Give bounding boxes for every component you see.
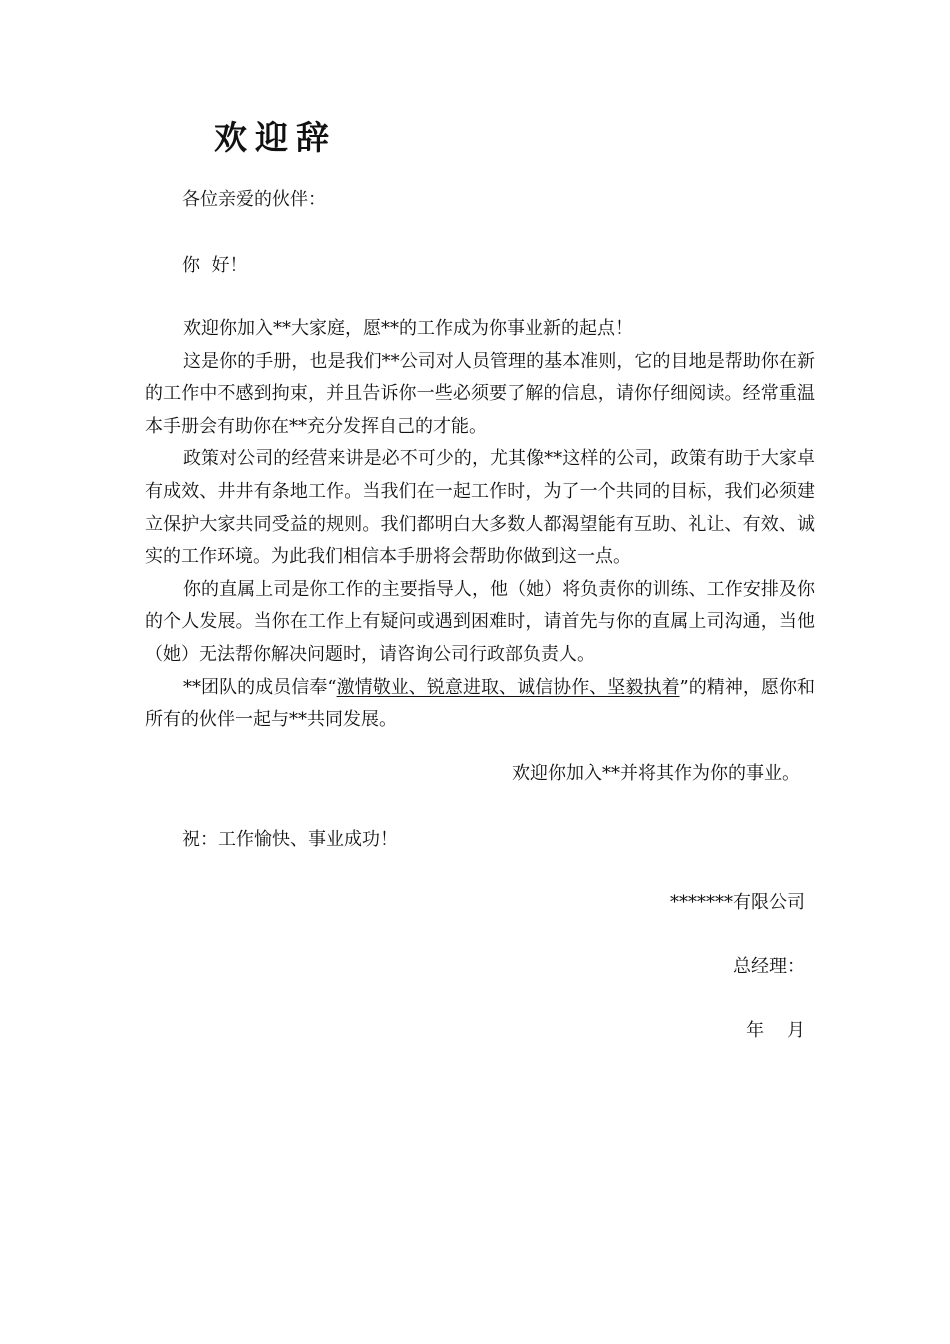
date-line: 年 月 bbox=[746, 1020, 805, 1041]
paragraph-welcome: 欢迎你加入**大家庭，愿**的工作成为你事业新的起点！ bbox=[183, 318, 633, 339]
motto-suffix: ”的精神，愿你和所有的伙伴一起与**共同发展。 bbox=[145, 676, 816, 731]
paragraph-motto bbox=[145, 672, 815, 737]
salutation: 各位亲爱的伙伴： bbox=[182, 189, 326, 210]
paragraph-policy: 政策对公司的经营来讲是必不可少的，尤其像**这样的公司，政策有助于大家卓有成效、井井有条地工作。当我们在一起工作时，为了一个共同的目标，我们必须建立保护大家共同受益的规则。我们都明白大多数人都渴望能有互助、礼让、有效、诚实的工作环境。为此我们相信本手册将会帮助你做到这一点。 bbox=[145, 448, 815, 568]
company-name: *******有限公司 bbox=[670, 892, 805, 913]
body-text bbox=[145, 313, 815, 737]
document-title: 欢迎辞 bbox=[214, 118, 337, 157]
paragraph-supervisor: 你的直属上司是你工作的主要指导人，他（她）将负责你的训练、工作安排及你的个人发展。当你在工作上有疑问或遇到困难时，请首先与你的直属上司沟通，当他（她）无法帮你解决问题时，请咨询公司行政部负责人。 bbox=[145, 578, 815, 665]
closing-line: 欢迎你加入**并将其作为你的事业。 bbox=[512, 763, 800, 784]
signatory-title: 总经理： bbox=[733, 956, 805, 977]
motto-prefix: **团队的成员信奉“ bbox=[183, 676, 337, 698]
wish-line: 祝：工作愉快、事业成功！ bbox=[182, 829, 398, 850]
motto-text: 激情敬业、锐意进取、诚信协作、坚毅执着 bbox=[336, 676, 680, 698]
greeting: 你 好！ bbox=[182, 255, 248, 276]
paragraph-handbook: 这是你的手册，也是我们**公司对人员管理的基本准则，它的目地是帮助你在新的工作中不感到拘束，并且告诉你一些必须要了解的信息，请你仔细阅读。经常重温本手册会有助你在**充分发挥自己的才能。 bbox=[145, 350, 815, 437]
